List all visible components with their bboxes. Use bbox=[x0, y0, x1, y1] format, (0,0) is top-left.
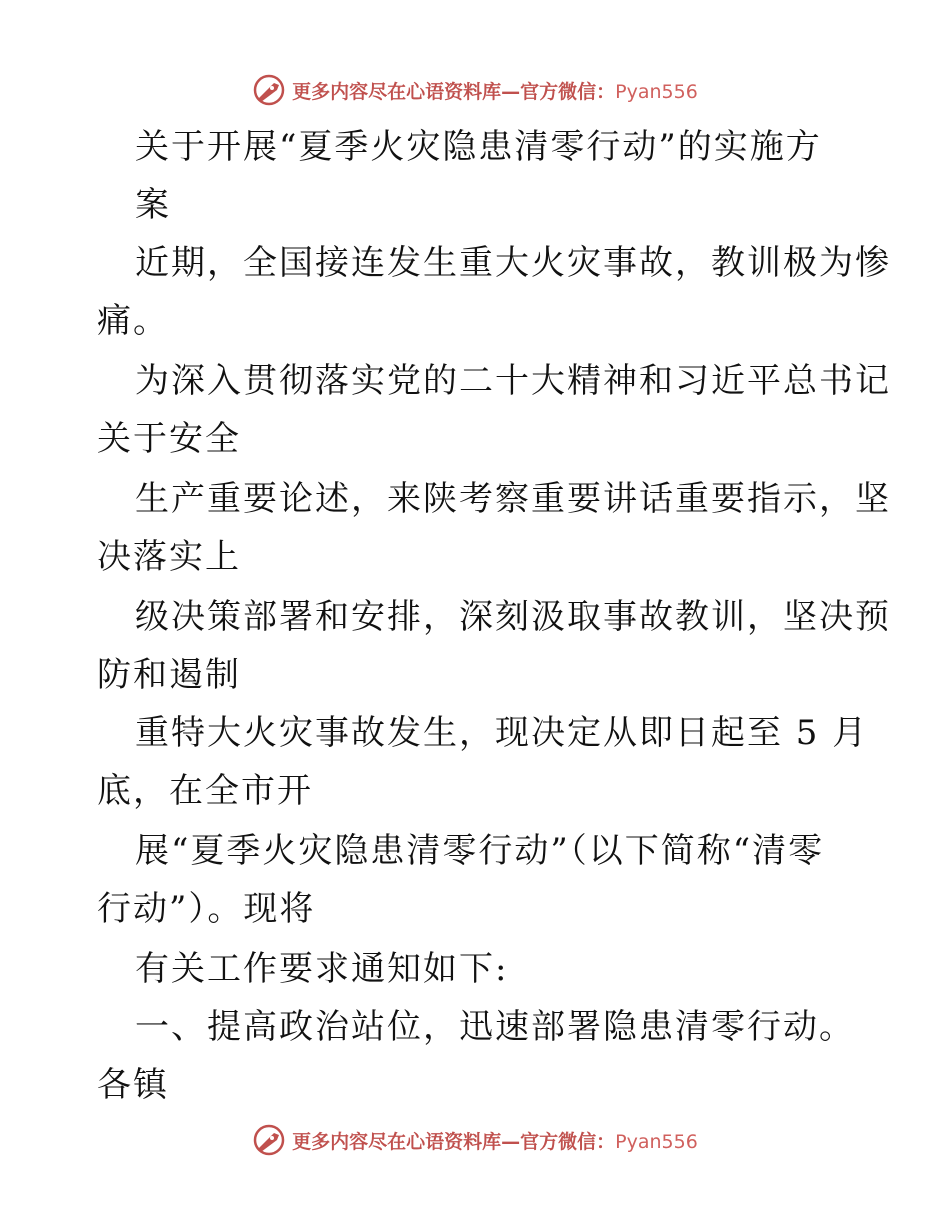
watermark-text: 更多内容尽在心语资料库—官方微信：Pyan556 bbox=[292, 80, 698, 103]
doc-title-line-2: 案 bbox=[135, 185, 171, 225]
paragraph-line: 行动”）。现将 bbox=[97, 889, 316, 929]
watermark-text: 更多内容尽在心语资料库—官方微信：Pyan556 bbox=[292, 1130, 698, 1153]
paragraph-line: 近期，全国接连发生重大火灾事故，教训极为惨 bbox=[135, 243, 891, 283]
paragraph-line: 展“夏季火灾隐患清零行动”（以下简称“清零 bbox=[135, 831, 825, 871]
paragraph-line: 为深入贯彻落实党的二十大精神和习近平总书记 bbox=[135, 361, 891, 401]
doc-title-line-1: 关于开展“夏季火灾隐患清零行动”的实施方 bbox=[135, 127, 822, 167]
footer-watermark bbox=[0, 1120, 950, 1160]
paragraph-line: 底，在全市开 bbox=[97, 771, 313, 811]
paragraph-line: 关于安全 bbox=[97, 419, 241, 459]
paragraph-line: 痛。 bbox=[97, 301, 169, 341]
paragraph-line: 决落实上 bbox=[97, 537, 241, 577]
paragraph-line: 各镇 bbox=[97, 1065, 169, 1105]
paragraph-line: 重特大火灾事故发生，现决定从即日起至 5 月 bbox=[135, 713, 869, 753]
paragraph-line: 生产重要论述，来陕考察重要讲话重要指示，坚 bbox=[135, 479, 891, 519]
paragraph-line: 有关工作要求通知如下: bbox=[135, 949, 509, 989]
paragraph-line: 一、提高政治站位，迅速部署隐患清零行动。 bbox=[135, 1007, 855, 1047]
paragraph-line: 防和遏制 bbox=[97, 655, 241, 695]
pen-nib-logo-icon bbox=[252, 1123, 286, 1157]
pen-nib-logo-icon bbox=[252, 73, 286, 107]
paragraph-line: 级决策部署和安排，深刻汲取事故教训，坚决预 bbox=[135, 597, 891, 637]
header-watermark bbox=[0, 70, 950, 110]
